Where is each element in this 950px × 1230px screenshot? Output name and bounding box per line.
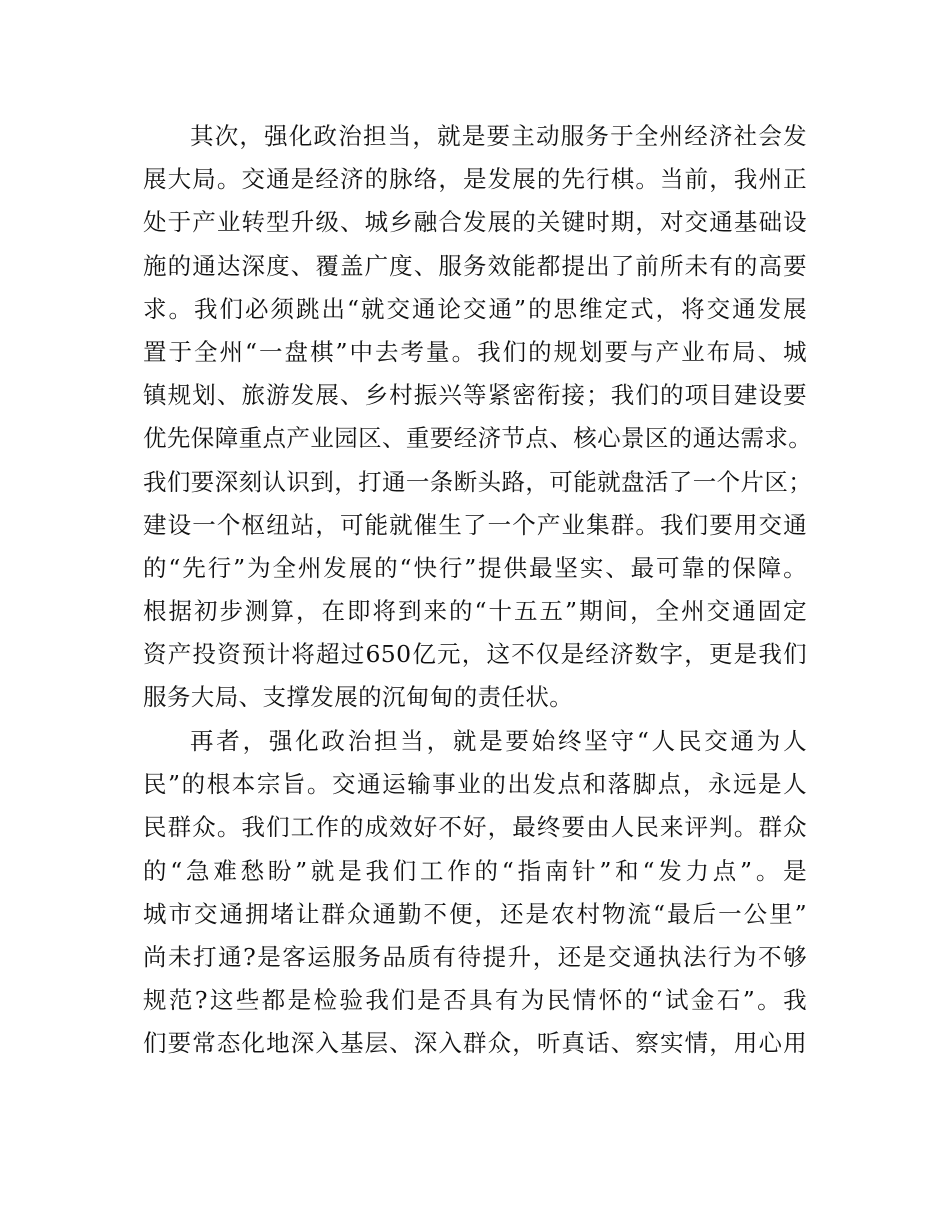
text-line: 民”的根本宗旨。交通运输事业的出发点和落脚点，永远是人	[143, 770, 807, 799]
paragraph-service-overall-development	[143, 115, 813, 720]
text-line: 置于全州“一盘棋”中去考量。我们的规划要与产业布局、城	[143, 337, 807, 366]
text-line: 规范?这些都是检验我们是否具有为民情怀的“试金石”。我	[143, 986, 807, 1015]
text-line: 其次，强化政治担当，就是要主动服务于全州经济社会发	[190, 122, 807, 150]
text-line: 的“先行”为全州发展的“快行”提供最坚实、最可靠的保障。	[143, 553, 807, 582]
text-line: 展大局。交通是经济的脉络，是发展的先行棋。当前，我州正	[143, 165, 807, 194]
text-line: 服务大局、支撑发展的沉甸甸的责任状。	[143, 683, 574, 712]
text-line: 根据初步测算，在即将到来的“十五五”期间，全州交通固定	[143, 597, 807, 626]
paragraph-people-oriented-transport	[143, 720, 807, 1066]
text-line: 优先保障重点产业园区、重要经济节点、核心景区的通达需求。	[143, 424, 813, 453]
text-line: 再者，强化政治担当，就是要始终坚守“人民交通为人	[190, 727, 807, 755]
text-line: 求。我们必须跳出“就交通论交通”的思维定式，将交通发展	[143, 294, 807, 323]
text-line: 的“急难愁盼”就是我们工作的“指南针”和“发力点”。是	[143, 856, 807, 885]
text-line: 处于产业转型升级、城乡融合发展的关键时期，对交通基础设	[143, 208, 807, 237]
text-line: 我们要深刻认识到，打通一条断头路，可能就盘活了一个片区；	[143, 467, 813, 496]
text-line: 镇规划、旅游发展、乡村振兴等紧密衔接；我们的项目建设要	[143, 381, 807, 410]
text-line: 建设一个枢纽站，可能就催生了一个产业集群。我们要用交通	[143, 510, 807, 539]
text-line: 们要常态化地深入基层、深入群众，听真话、察实情，用心用	[143, 1029, 807, 1058]
text-line: 民群众。我们工作的成效好不好，最终要由人民来评判。群众	[143, 813, 807, 842]
text-line: 城市交通拥堵让群众通勤不便，还是农村物流“最后一公里”	[143, 899, 807, 928]
text-line: 资产投资预计将超过650亿元，这不仅是经济数字，更是我们	[143, 640, 807, 669]
text-line: 施的通达深度、覆盖广度、服务效能都提出了前所未有的高要	[143, 251, 807, 280]
text-line: 尚未打通?是客运服务品质有待提升，还是交通执法行为不够	[143, 942, 807, 971]
